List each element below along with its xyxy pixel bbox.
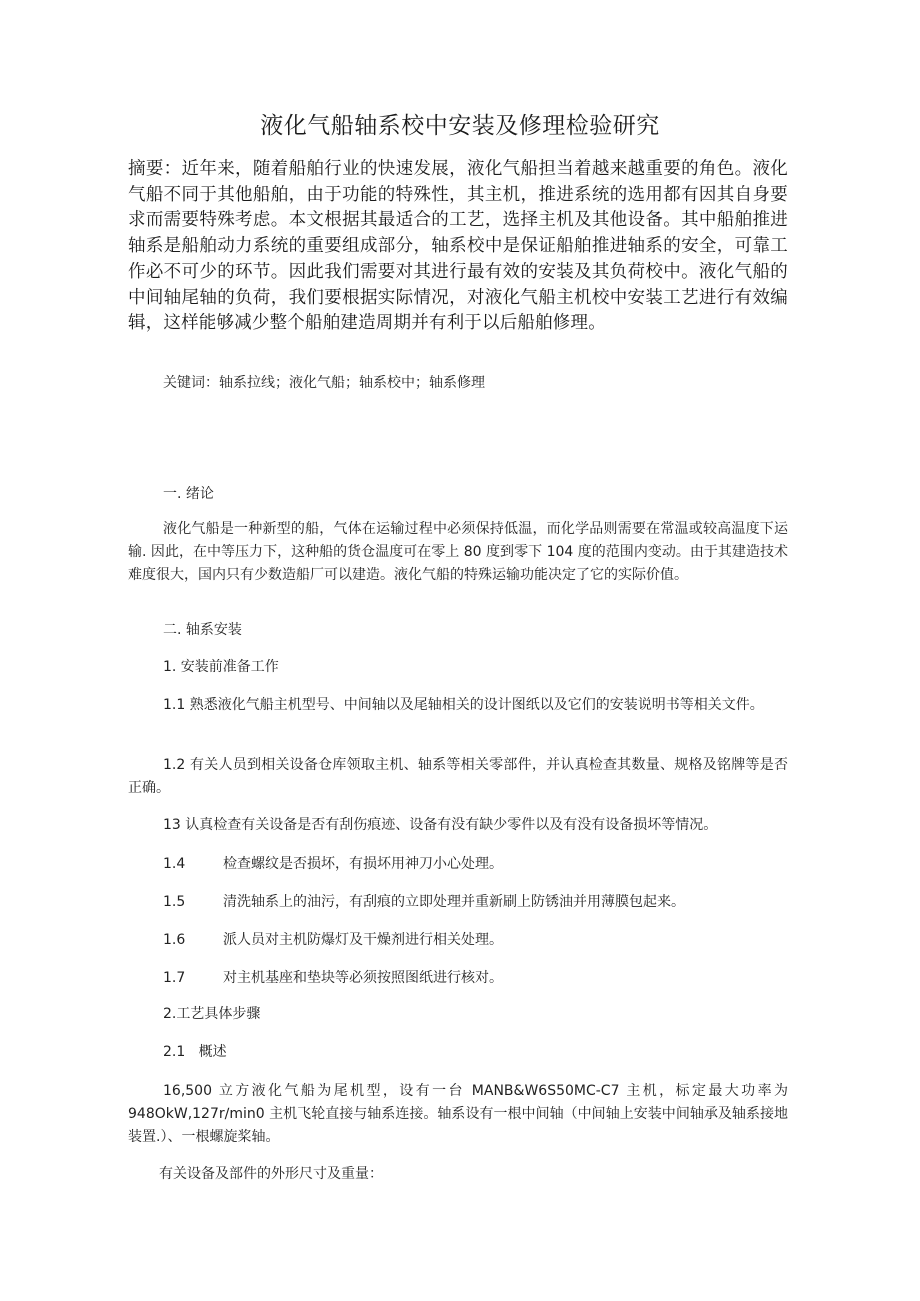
item-text: 派人员对主机防爆灯及干燥剂进行相关处理。 xyxy=(223,932,503,948)
item-text: 检查螺纹是否损坏，有损坏用神刀小心处理。 xyxy=(223,856,503,872)
abstract-paragraph: 摘要：近年来，随着船舶行业的快速发展，液化气船担当着越来越重要的角色。液化气船不同于其他船舶，由于功能的特殊性，其主机，推进系统的选用都有因其自身要求而需要特殊考虑。本文根据其最适合的工艺，选择主机及其他设备。其中船舶推进轴系是船舶动力系统的重要组成部分，轴系校中是保证船舶推进轴系的安全，可靠工作必不可少的环节。因此我们需要对其进行最有效的安装及其负荷校中。液化气船的中间轴尾轴的负荷，我们要根据实际情况，对液化气船主机校中安装工艺进行有效编辑，这样能够减少整个船舶建造周期并有利于以后船舶修理。 xyxy=(128,159,788,334)
section-2-heading: 二. 轴系安装 xyxy=(163,622,242,638)
item-text: 对主机基座和垫块等必须按照图纸进行核对。 xyxy=(223,970,503,986)
item-number: 1.7 xyxy=(163,970,186,986)
item-1-1: 1.1 熟悉液化气船主机型号、中间轴以及尾轴相关的设计图纸以及它们的安装说明书等相关文件。 xyxy=(163,697,764,713)
section-2-2-paragraph: 16,500 立方液化气船为尾机型，设有一台 MANB&W6S50MC-C7 主机，标定最大功率为 948OkW,127r∕min0 主机飞轮直接与轴系连接。轴系设有一根中间轴（中间轴上安装中间轴承及轴系接地装置.）、一根螺旋桨轴。 xyxy=(128,1083,788,1145)
section-1-heading: 一. 绪论 xyxy=(163,486,214,502)
item-1-7 xyxy=(163,967,503,990)
item-number: 1.5 xyxy=(163,894,186,910)
item-1-3: 13 认真检查有关设备是否有刮伤痕迹、设备有没有缺少零件以及有没有设备损坏等情况。 xyxy=(163,817,718,833)
keywords-line: 关键词：轴系拉线；液化气船；轴系校中；轴系修理 xyxy=(163,375,485,391)
document-title: 液化气船轴系校中安装及修理检验研究 xyxy=(260,113,660,139)
item-text: 清洗轴系上的油污，有刮痕的立即处理并重新刷上防锈油并用薄膜包起来。 xyxy=(223,894,685,910)
item-1-4 xyxy=(163,853,503,876)
item-number: 1.4 xyxy=(163,856,186,872)
section-1-paragraph: 液化气船是一种新型的船，气体在运输过程中必须保持低温，而化学品则需要在常温或较高温度下运输. 因此，在中等压力下，这种船的货仓温度可在零上 80 度到零下 104 度的范围内变动。由于其建造技术难度很大，国内只有少数造船厂可以建造。液化气船的特殊运输功能决定了它的实际价值。 xyxy=(128,521,788,583)
dimensions-intro-line: 有关设备及部件的外形尺寸及重量： xyxy=(159,1166,383,1182)
item-2-1: 2.1 概述 xyxy=(163,1044,227,1060)
item-1-5 xyxy=(163,891,685,914)
item-1-6 xyxy=(163,929,503,952)
item-number: 1.6 xyxy=(163,932,186,948)
subsection-2-heading: 2.工艺具体步骤 xyxy=(163,1006,261,1022)
subsection-1-heading: 1. 安装前准备工作 xyxy=(163,659,279,675)
item-1-2: 1.2 有关人员到相关设备仓库领取主机、轴系等相关零部件，并认真检查其数量、规格及铭牌等是否正确。 xyxy=(128,757,788,796)
